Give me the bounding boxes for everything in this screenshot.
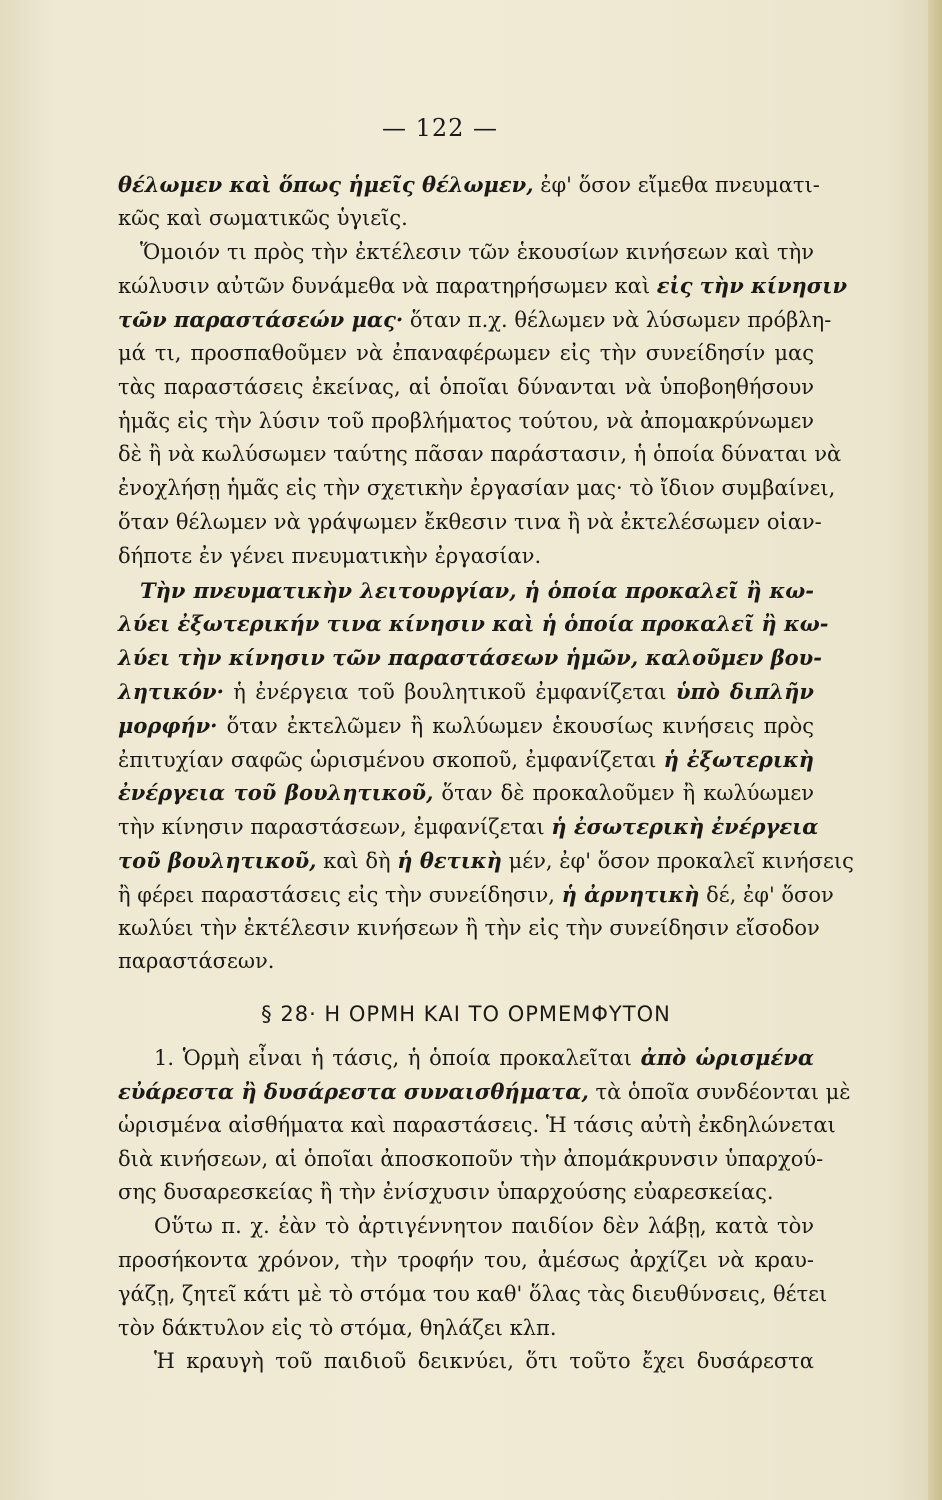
emphasis-text: ἡ ἐξωτερικὴ <box>663 746 814 772</box>
body-text-run: τὸν δάκτυλον εἰς τὸ στόμα, θηλάζει κλπ. <box>118 1315 557 1340</box>
body-text-run: Οὕτω π. χ. ἐὰν τὸ ἀρτιγέννητον παιδίον δὲν λάβῃ, κατὰ τὸν <box>154 1214 814 1239</box>
text-line <box>118 1210 814 1244</box>
text-line <box>118 574 814 608</box>
body-text-run: προσήκοντα χρόνον, τὴν τροφήν του, ἀμέσως ἀρχίζει νὰ κραυ- <box>118 1247 814 1272</box>
emphasis-text: Τὴν πνευματικὴν λειτουργίαν, ἡ ὁποία προκαλεῖ ἢ κω- <box>140 577 814 603</box>
text-line <box>118 1278 828 1312</box>
text-line <box>118 438 842 472</box>
body-text-run: ὅταν δὲ προκαλοῦμεν ἢ κωλύωμεν <box>433 781 814 806</box>
text-line <box>118 743 814 777</box>
body-text-run: Ἡ κραυγὴ τοῦ παιδιοῦ δεικνύει, ὅτι τοῦτο ἔχει δυσάρεστα <box>154 1349 814 1374</box>
text-line <box>118 912 820 946</box>
emphasis-text: μορφήν· <box>118 712 218 738</box>
emphasis-text: θέλωμεν καὶ ὅπως ἡμεῖς θέλωμεν, <box>118 172 534 197</box>
emphasis-text: ἐνέργεια τοῦ βουλητικοῦ, <box>118 780 434 806</box>
text-line <box>118 371 814 405</box>
emphasis-text: ὑπὸ διπλῆν <box>675 678 814 704</box>
text-line <box>118 675 814 709</box>
body-text-run: ὅταν ἐκτελῶμεν ἢ κωλύωμεν ἑκουσίως κινήσεις πρὸς <box>217 713 814 738</box>
text-line <box>118 1041 814 1075</box>
body-text-run: γάζῃ, ζητεῖ κάτι μὲ τὸ στόμα του καθ' ὅλας τὰς διευθύνσεις, θέτει <box>118 1281 828 1306</box>
text-line <box>118 1312 814 1346</box>
text-line <box>118 776 814 810</box>
emphasis-text: ἡ ἀρνητικὴ <box>561 881 700 907</box>
text-line <box>118 709 814 743</box>
emphasis-text: ἀπὸ ὡρισμένα <box>640 1045 814 1071</box>
text-line <box>118 1075 851 1109</box>
text-line <box>118 878 834 912</box>
paragraph <box>118 168 820 236</box>
text-line <box>118 405 814 439</box>
body-text-run: διὰ κινήσεων, αἱ ὁποῖαι ἀποσκοποῦν τὴν ἀπομάκρυνσιν ὑπαρχού- <box>118 1146 824 1171</box>
emphasis-text: λητικόν· <box>118 678 224 704</box>
paragraph <box>118 574 854 980</box>
body-text-run: ἐνοχλήσῃ ἡμᾶς εἰς τὴν σχετικὴν ἐργασίαν μας· τὸ ἴδιον συμβαίνει, <box>118 476 836 501</box>
text-line <box>118 607 829 641</box>
paragraph <box>118 1041 851 1210</box>
body-text-run: μέν, ἐφ' ὅσον προκαλεῖ κινήσεις <box>501 848 854 873</box>
body-text-run: παραστάσεων. <box>118 949 275 974</box>
body-text-run: ἐφ' ὅσον εἴμεθα πνευματι- <box>533 173 820 197</box>
body-text-run: ἢ φέρει παραστάσεις εἰς τὴν συνείδησιν, <box>118 882 562 907</box>
body-text-run: καὶ δὴ <box>316 848 398 873</box>
text-line <box>118 1345 814 1379</box>
body-text-run: 1. Ὁρμὴ εἶναι ἡ τάσις, ἡ ὁποία προκαλεῖται <box>154 1046 641 1071</box>
page-number: — 122 — <box>381 114 499 142</box>
body-text-run: ἐπιτυχίαν σαφῶς ὡρισμένου σκοποῦ, ἐμφανίζεται <box>118 747 664 772</box>
text-line <box>118 303 832 337</box>
paragraph <box>118 1345 814 1379</box>
emphasis-text: τῶν παραστάσεών μας· <box>118 307 404 333</box>
text-line <box>118 810 819 844</box>
text-line <box>118 168 820 202</box>
text-line <box>118 269 848 303</box>
text-line <box>118 1244 814 1278</box>
page-edge <box>928 0 942 1500</box>
body-text-run: κώλυσιν αὐτῶν δυνάμεθα νὰ παρατηρήσωμεν καὶ <box>118 274 657 299</box>
body-text <box>118 168 854 1379</box>
emphasis-text: λύει ἐξωτερικήν τινα κίνησιν καὶ ἡ ὁποία προκαλεῖ ἢ κω- <box>118 611 829 637</box>
text-line <box>118 337 814 371</box>
emphasis-text: ἡ ἐσωτερικὴ ἐνέργεια <box>551 814 819 840</box>
body-text-run: δέ, ἐφ' ὅσον <box>699 882 834 907</box>
text-line <box>118 945 814 979</box>
body-text-run: μά τι, προσπαθοῦμεν νὰ ἐπαναφέρωμεν εἰς τὴν συνείδησίν μας <box>118 340 814 365</box>
text-line <box>118 1176 814 1210</box>
emphasis-text: λύει τὴν κίνησιν τῶν παραστάσεων ἡμῶν, καλοῦμεν βου- <box>118 645 822 671</box>
text-line <box>118 1109 836 1143</box>
text-line <box>118 1143 824 1177</box>
text-line <box>118 506 822 540</box>
body-text-run: τὴν κίνησιν παραστάσεων, ἐμφανίζεται <box>118 815 552 840</box>
emphasis-text: τοῦ βουλητικοῦ, <box>118 847 317 873</box>
body-text-run: δήποτε ἐν γένει πνευματικὴν ἐργασίαν. <box>118 543 542 568</box>
text-line <box>118 236 814 270</box>
emphasis-text: εἰς τὴν κίνησιν <box>656 273 848 299</box>
body-text-run: σης δυσαρεσκείας ἢ τὴν ἐνίσχυσιν ὑπαρχούσης εὐαρεσκείας. <box>118 1180 774 1205</box>
body-text-run: τὰς παραστάσεις ἐκείνας, αἱ ὁποῖαι δύνανται νὰ ὑποβοηθήσουν <box>118 374 814 399</box>
body-text-run: ὡρισμένα αἰσθήματα καὶ παραστάσεις. Ἡ τάσις αὐτὴ ἐκδηλώνεται <box>118 1112 836 1137</box>
emphasis-text: ἡ θετικὴ <box>397 847 502 873</box>
body-text-run: Ὅμοιόν τι πρὸς τὴν ἐκτέλεσιν τῶν ἑκουσίων κινήσεων καὶ τὴν <box>140 239 814 264</box>
body-text-run: δὲ ἢ νὰ κωλύσωμεν ταύτης πᾶσαν παράστασιν, ἡ ὁποία δύναται νὰ <box>118 442 842 467</box>
body-text-run: ἡ ἐνέργεια τοῦ βουλητικοῦ ἐμφανίζεται <box>223 679 676 704</box>
body-text-run: κωλύει τὴν ἐκτέλεσιν κινήσεων ἢ τὴν εἰς τὴν συνείδησιν εἴσοδον <box>118 915 820 940</box>
emphasis-text: εὐάρεστα ἢ δυσάρεστα συναισθήματα, <box>118 1078 589 1104</box>
body-text-run: κῶς καὶ σωματικῶς ὑγιεῖς. <box>118 205 408 230</box>
body-text-run: ὅταν θέλωμεν νὰ γράψωμεν ἔκθεσιν τινα ἢ νὰ ἐκτελέσωμεν οἱαν- <box>118 509 822 534</box>
text-line <box>118 844 854 878</box>
body-text-run: τὰ ὁποῖα συνδέονται μὲ <box>588 1079 851 1104</box>
text-line <box>118 540 814 574</box>
body-text-run: ὅταν π.χ. θέλωμεν νὰ λύσωμεν πρόβλη- <box>403 308 832 333</box>
text-line <box>118 472 836 506</box>
section-heading: § 28· Η ΟΡΜΗ ΚΑΙ ΤΟ ΟΡΜΕΜΦΥΤΟΝ <box>261 1002 671 1027</box>
text-line <box>118 641 822 675</box>
body-text-run: ἡμᾶς εἰς τὴν λύσιν τοῦ προβλήματος τούτου, νὰ ἀπομακρύνωμεν <box>118 408 814 433</box>
paragraph <box>118 1210 828 1345</box>
text-line <box>118 202 814 236</box>
paragraph <box>118 236 848 574</box>
